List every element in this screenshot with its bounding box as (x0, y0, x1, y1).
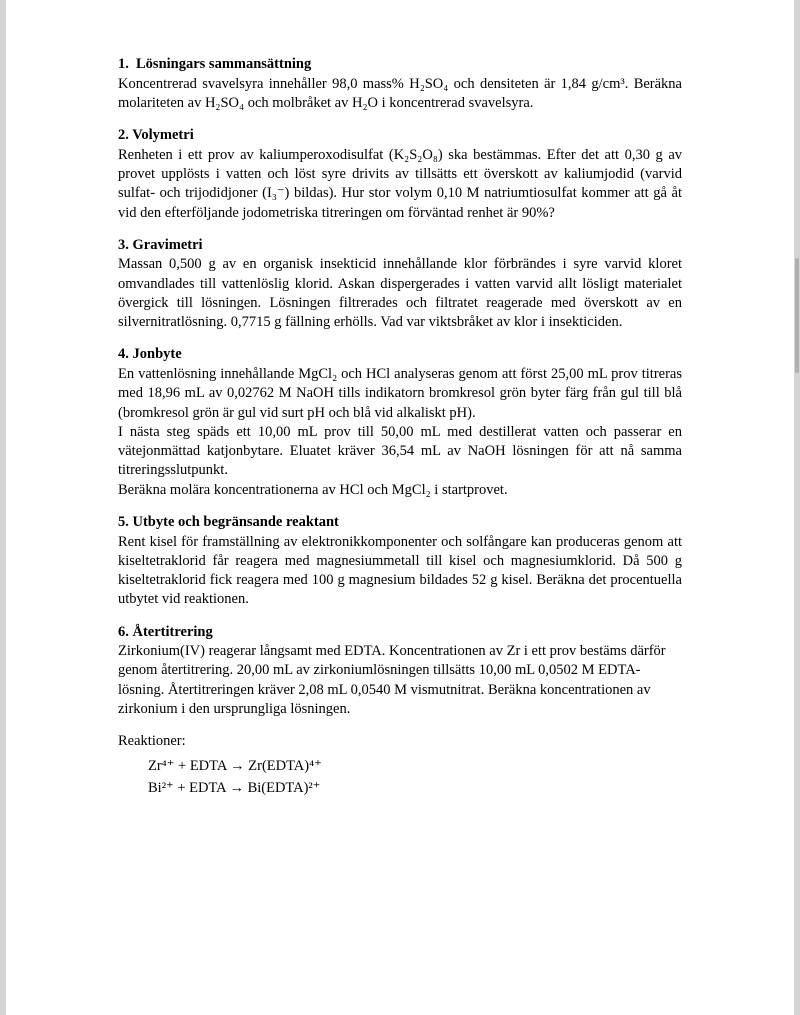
section-4-title: Jonbyte (132, 346, 182, 363)
section-4-paragraph-3: Beräkna molära koncentrationerna av HCl och MgCl₂ i startprovet. (118, 481, 508, 498)
section-4-paragraph-1: En vattenlösning innehållande MgCl₂ och HCl analyseras genom att först 25,00 mL prov titreras med 18,96 mL av 0,02762 M NaOH tills indikatorn bromkresol grön byter färg från gul till blå (bromkresol grön är gul vid surt pH och blå vid alkaliskt pH). (118, 366, 682, 421)
section-6-number: 6. (118, 623, 129, 640)
section-4-heading (118, 345, 682, 364)
section-1-heading (118, 55, 682, 74)
section-3-paragraph-1: Massan 0,500 g av en organisk insekticid innehållande klor förbrändes i syre varvid kloret omvandlades till vattenlöslig klorid. Askan dispergerades i vatten varvid allt lösligt materialet övergick till lösningen. Lösningen filtrerades och filtratet reagerade med överskott av en silvernitratlösning. 0,7715 g fällning erhölls. Vad var viktsbråket av klor i insekticiden. (118, 256, 682, 331)
scrollbar-thumb[interactable] (795, 258, 799, 373)
section-3 (118, 236, 682, 333)
reactions-label: Reaktioner: (118, 733, 186, 750)
section-1-number: 1. (118, 56, 129, 72)
section-6-title: Återtitrering (132, 623, 213, 640)
section-5-title: Utbyte och begränsande reaktant (132, 513, 339, 530)
section-1-title: Lösningars sammansättning (136, 56, 312, 72)
section-6-paragraph-1: Zirkonium(IV) reagerar långsamt med EDTA. Koncentrationen av Zr i ett prov bestäms därför genom återtitrering. 20,00 mL av zirkoniumlösningen tillsätts 10,00 mL 0,0502 M EDTA-lösning. Återtitreringen kräver 2,08 mL 0,0540 M vismutnitrat. Beräkna koncentrationen av zirkonium i den ursprungliga lösningen. (118, 643, 666, 718)
section-5-number: 5. (118, 513, 129, 530)
section-4-number: 4. (118, 346, 129, 363)
section-3-heading (118, 236, 682, 255)
section-2-heading (118, 126, 682, 145)
reaction-line-2: Bi²⁺ + EDTA → Bi(EDTA)²⁺ (148, 780, 321, 797)
section-5 (118, 513, 682, 610)
section-1-paragraph-1: Koncentrerad svavelsyra innehåller 98,0 mass% H₂SO₄ och densiteten är 1,84 g/cm³. Beräkna molariteten av H₂SO₄ och molbråket av H₂O i koncentrerad svavelsyra. (118, 75, 682, 111)
vertical-scrollbar[interactable] (794, 0, 800, 1015)
section-2-number: 2. (118, 127, 129, 144)
document-content (118, 55, 682, 800)
section-2 (118, 126, 682, 223)
section-5-paragraph-1: Rent kisel för framställning av elektronikkomponenter och solfångare kan produceras genom att kiseltetraklorid får reagera med magnesiummetall till kisel och magnesiumklorid. Då 500 g kiseltetraklorid fick reagera med 100 g magnesium bildades 52 g kisel. Beräkna det procentuella utbytet vid reaktionen. (118, 533, 682, 608)
section-2-title: Volymetri (132, 127, 194, 144)
section-3-title: Gravimetri (132, 236, 203, 253)
section-4-paragraph-2: I nästa steg späds ett 10,00 mL prov till 50,00 mL med destillerat vatten och passerar en vätejonmättad katjonbytare. Eluatet kräver 36,54 mL av NaOH lösningen för att nå samma titreringsslutpunkt. (118, 423, 682, 479)
section-3-number: 3. (118, 236, 129, 253)
section-5-heading (118, 513, 682, 532)
page-left-edge (0, 0, 6, 1015)
section-2-paragraph-1: Renheten i ett prov av kaliumperoxodisulfat (K₂S₂O₈) ska bestämmas. Efter det att 0,30 g av provet upplösts i vatten och löst syre drivits av tillsätts ett överskott av kaliumjodid (varvid sulfat- och trijodidjoner (I₃⁻) bildas). Hur stor volym 0,10 M natriumtiosulfat kommer att gå åt vid den efterföljande jodometriska titreringen om förväntad renhet är 90%? (118, 146, 682, 221)
section-1 (118, 55, 682, 113)
reaction-line-1: Zr⁴⁺ + EDTA → Zr(EDTA)⁴⁺ (148, 758, 322, 775)
section-6 (118, 623, 682, 720)
section-6-heading (118, 623, 682, 642)
section-4 (118, 345, 682, 500)
